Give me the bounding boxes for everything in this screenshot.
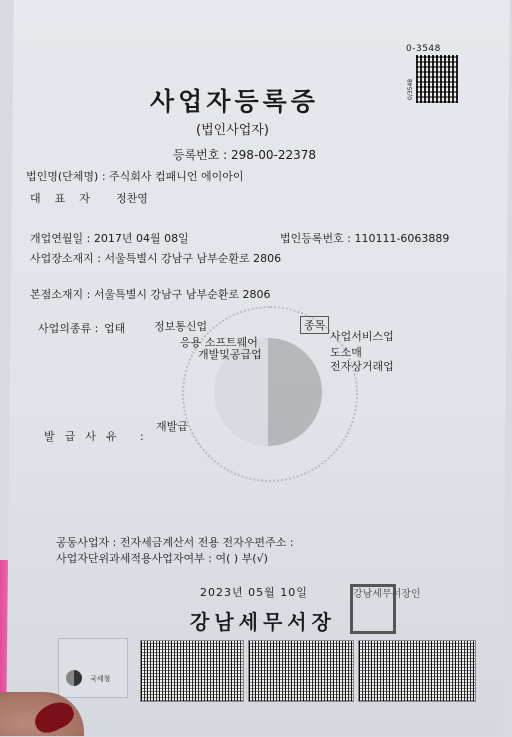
representative-label: 대표자	[30, 192, 104, 205]
business-item: 사업서비스업	[330, 330, 394, 343]
certificate-title: 사업자등록증	[150, 87, 319, 116]
qr-caption: 0/3548	[407, 78, 414, 100]
barcode	[140, 640, 244, 702]
registration-number: 등록번호 : 298-00-22378	[173, 148, 317, 162]
certificate-subtitle: (법인사업자)	[196, 123, 269, 138]
official-stamp: 강남세무서장인	[350, 584, 396, 634]
tax-info-email: 공동사업자 : 전자세금계산서 전용 전자우편주소 :	[56, 536, 294, 549]
business-type-label: 사업의종류 :	[38, 322, 99, 335]
issue-reason-value: 재발급	[156, 420, 188, 433]
business-item: 응용 소프트웨어	[180, 336, 258, 349]
representative-value: 정찬영	[116, 192, 148, 205]
business-item: 도소매	[330, 346, 362, 359]
corp-registration-number: 법인등록번호 : 110111-6063889	[280, 232, 450, 245]
government-emblem-icon	[66, 670, 82, 686]
government-label: 국세청	[90, 675, 111, 683]
business-item: 전자상거래업	[330, 360, 394, 373]
business-location: 사업장소재지 : 서울특별시 강남구 남부순환로 2806	[30, 252, 282, 265]
business-item-label: 종목	[300, 316, 329, 334]
issue-date: 2023년 05월 10일	[200, 586, 308, 599]
opening-date: 개업연월일 : 2017년 04월 08일	[30, 232, 189, 245]
business-type-column-2: 정보통신업	[154, 320, 208, 333]
head-office-location: 본점소재지 : 서울특별시 강남구 남부순환로 2806	[30, 288, 271, 301]
company-name: 법인명(단체명) : 주식회사 컴패니언 에이아이	[26, 170, 244, 183]
business-item: 개발및공급업	[198, 348, 262, 361]
document-number: 0-3548	[406, 44, 441, 54]
issuer-name: 강남세무서장	[190, 610, 336, 634]
issue-reason-label: 발급사유 :	[44, 430, 154, 443]
government-emblem-box	[58, 638, 128, 698]
tax-info-unit-taxation: 사업자단위과세적용사업자여부 : 여( ) 부(√)	[56, 552, 268, 565]
qr-code	[416, 55, 458, 103]
barcode	[248, 640, 354, 702]
barcode	[358, 640, 476, 702]
business-type-column-1: 업태	[104, 322, 126, 335]
